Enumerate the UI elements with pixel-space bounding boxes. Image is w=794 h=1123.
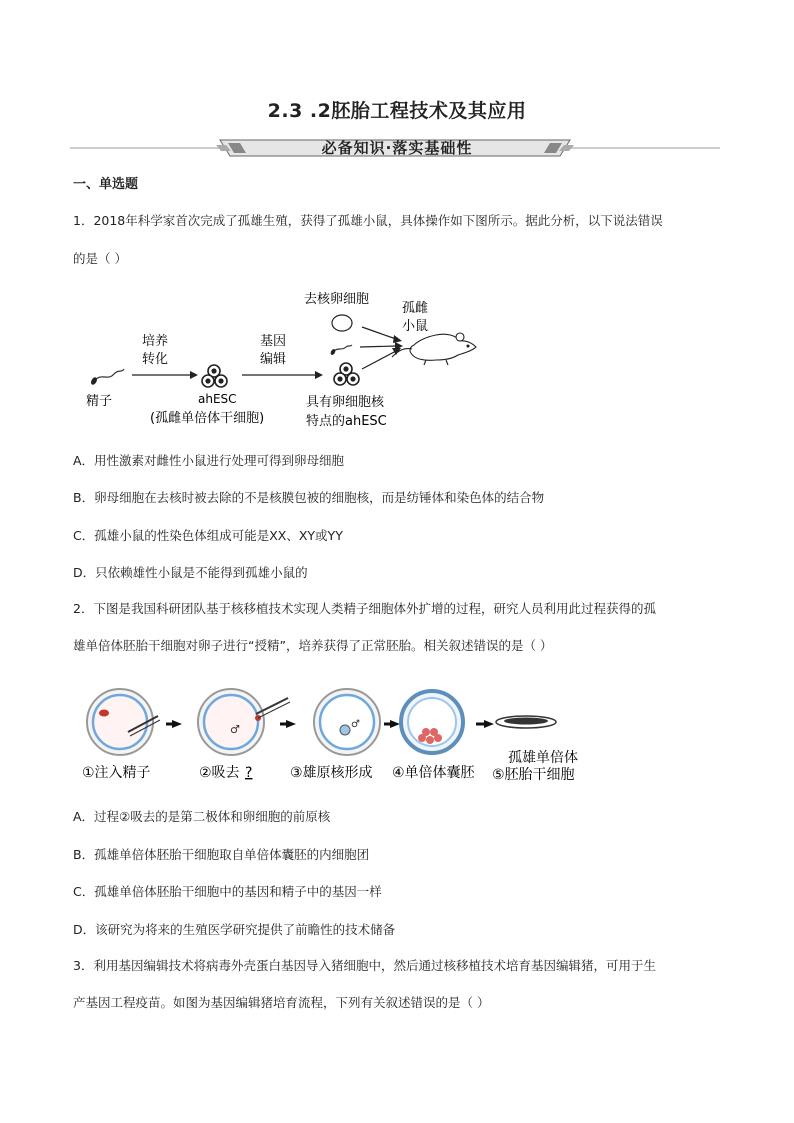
step1-label: ①注入精子 [82, 765, 151, 781]
step2-label: ②吸去 [199, 765, 240, 781]
q2-option-d: D．该研究为将来的生殖医学研究提供了前瞻性的技术储备 [73, 922, 396, 937]
q2-option-b: B．孤雄单倍体胚胎干细胞取自单倍体囊胚的内细胞团 [73, 847, 370, 862]
step3-label: ③雄原核形成 [290, 765, 373, 781]
step4-label: ④单倍体囊胚 [392, 765, 475, 781]
section-heading: 一、单选题 [73, 177, 139, 192]
q1-option-a: A．用性激素对雌性小鼠进行处理可得到卵母细胞 [73, 453, 345, 468]
egg-icon [332, 315, 352, 331]
q1-stem-line2: 的是（ ） [73, 251, 127, 266]
mouse-icon [392, 333, 476, 365]
q3-stem-line2: 产基因工程疫苗。如图为基因编辑猪培育流程，下列有关叙述错误的是（ ） [73, 995, 490, 1010]
culture-dish-icon [496, 716, 556, 728]
q1-option-c: C．孤雄小鼠的性染色体组成可能是XX、XY或YY [73, 528, 343, 543]
egg-aspirate-icon [198, 689, 290, 755]
step2-unknown: ? [245, 765, 253, 781]
egg-inject-icon [87, 689, 160, 755]
blastocyst-icon [401, 691, 463, 753]
ahesc-label: ahESC [198, 392, 237, 406]
step2-label-a: 基因 [260, 334, 287, 349]
small-sperm-icon [330, 345, 352, 356]
q2-stem-line1: 2．下图是我国科研团队基于核移植技术实现人类精子细胞体外扩增的过程，研究人员利用此过程获得的孤 [73, 601, 656, 616]
q2-option-c: C．孤雄单倍体胚胎干细胞中的基因和精子中的基因一样 [73, 884, 382, 899]
svg-text:♂: ♂ [351, 719, 360, 730]
step1-label-a: 培养 [142, 334, 169, 349]
svg-text:♂: ♂ [230, 723, 240, 736]
sperm-label: 精子 [86, 394, 113, 409]
edited-label-a: 具有卵细胞核 [306, 395, 385, 410]
step5-label-a: 孤雄单倍体 [508, 750, 578, 766]
q3-stem-line1: 3．利用基因编辑技术将病毒外壳蛋白基因导入猪细胞中，然后通过核移植技术培育基因编辑猪，可用于生 [73, 958, 656, 973]
edited-ahesc-icon [334, 363, 359, 385]
edited-label-b: 特点的ahESC [306, 414, 387, 429]
q1-option-d: D．只依赖雄性小鼠是不能得到孤雄小鼠的 [73, 565, 308, 580]
enucleated-egg-label: 去核卵细胞 [304, 292, 370, 307]
ahesc-note: (孤雌单倍体干细胞) [150, 411, 265, 426]
sperm-icon [90, 369, 124, 386]
q2-figure [80, 680, 600, 790]
q2-option-a: A．过程②吸去的是第二极体和卵细胞的前原核 [73, 809, 331, 824]
step5-label-b: ⑤胚胎干细胞 [492, 767, 575, 783]
banner-text: 必备知识·落实基础性 [321, 139, 473, 157]
mouse-label-a: 孤雌 [402, 301, 429, 316]
step2-label-b: 编辑 [260, 352, 287, 367]
q1-stem-line1: 1．2018年科学家首次完成了孤雄生殖，获得了孤雄小鼠，具体操作如下图所示。据此分析，以下说法错误 [73, 213, 663, 228]
q2-stem-line2: 雄单倍体胚胎干细胞对卵子进行“授精”，培养获得了正常胚胎。相关叙述错误的是（ ） [73, 638, 553, 653]
page-title: 2.3 .2胚胎工程技术及其应用 [267, 100, 527, 122]
male-pronucleus-icon [314, 689, 380, 755]
step1-label-b: 转化 [142, 352, 169, 367]
ahesc-cell-icon [202, 365, 227, 387]
mouse-label-b: 小鼠 [402, 319, 429, 334]
q1-figure [80, 285, 500, 435]
q1-option-b: B．卵母细胞在去核时被去除的不是核膜包被的细胞核，而是纺锤体和染色体的结合物 [73, 490, 545, 505]
